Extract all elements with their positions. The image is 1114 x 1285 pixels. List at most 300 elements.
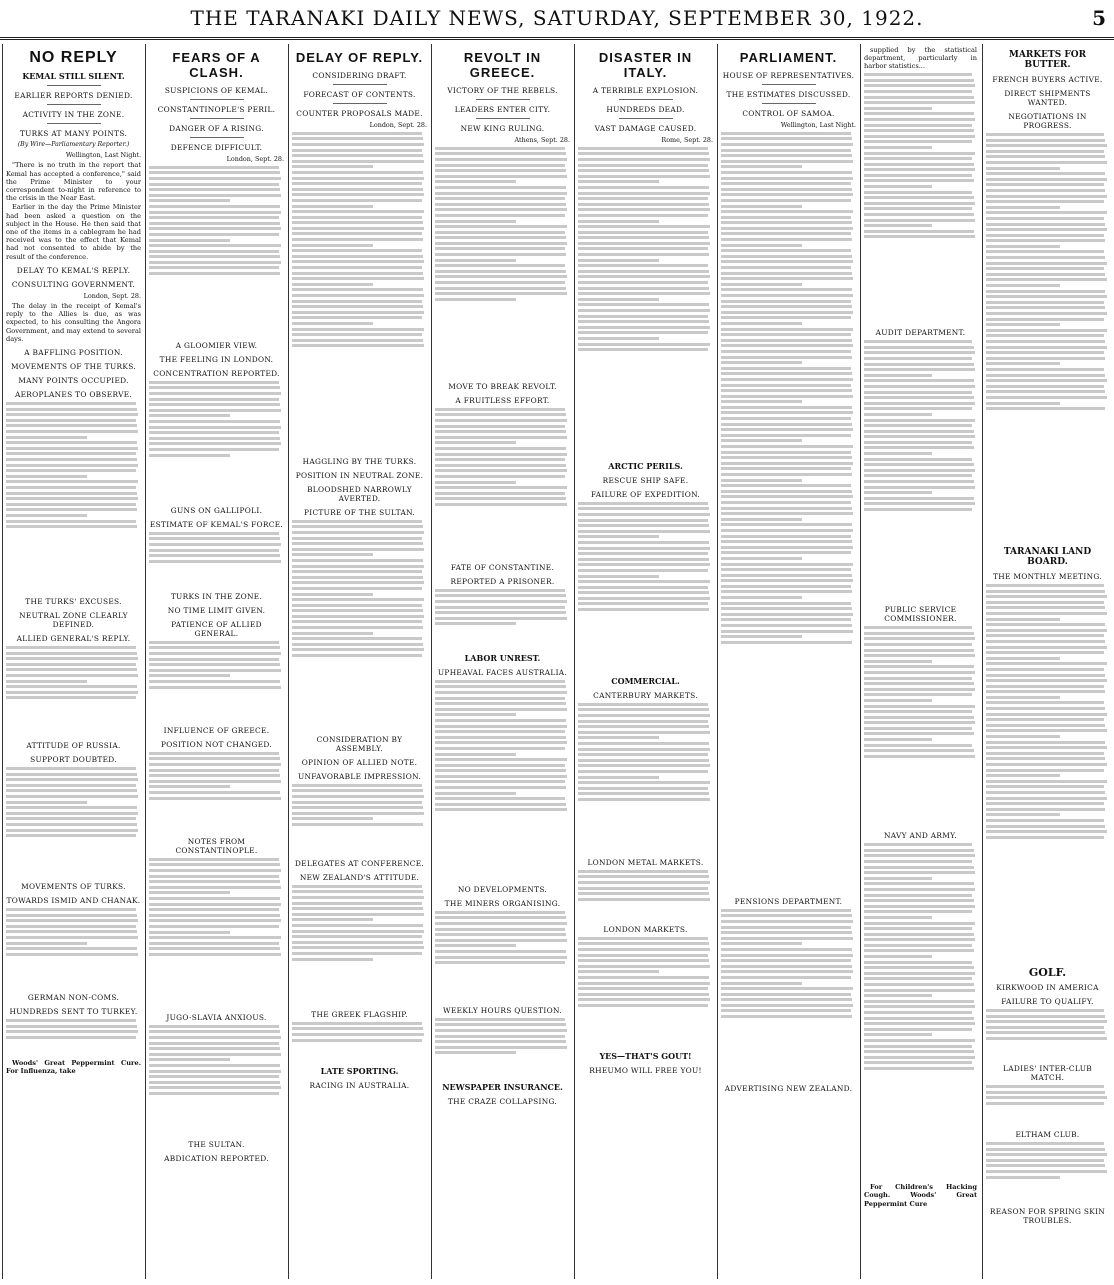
text-line [578, 180, 659, 183]
text-line [149, 1030, 280, 1033]
text-line [149, 669, 281, 672]
text-line [864, 649, 974, 652]
text-line [149, 420, 280, 423]
text-line [578, 898, 710, 901]
text-line [721, 607, 852, 610]
text-line [292, 890, 423, 893]
text-line [578, 575, 659, 578]
text-line [721, 490, 852, 493]
text-line [864, 124, 972, 127]
text-line [6, 674, 138, 677]
text-line [6, 1030, 138, 1033]
text-line [986, 262, 1107, 265]
divider [190, 99, 244, 100]
text-line [149, 426, 281, 429]
text-line [149, 1058, 230, 1061]
body-text [864, 73, 977, 323]
column-2 [145, 44, 287, 1279]
text-line [578, 759, 709, 762]
text-line [864, 463, 974, 466]
text-line [435, 928, 565, 931]
text-line [986, 340, 1105, 343]
text-line [578, 870, 708, 873]
text-line [435, 911, 565, 914]
text-line [864, 660, 932, 663]
text-line [721, 137, 852, 140]
text-line [721, 920, 853, 923]
text-line [986, 752, 1104, 755]
subheadline: FORECAST OF CONTENTS. [303, 90, 416, 99]
section-heading: AUDIT DEPARTMENT. [875, 328, 966, 338]
text-line [721, 221, 852, 224]
text-line [578, 502, 708, 505]
text-line [578, 225, 710, 228]
text-line [292, 328, 424, 331]
text-line [292, 277, 424, 280]
text-line [578, 892, 709, 895]
text-line [435, 458, 565, 461]
text-line [721, 563, 853, 566]
text-line [578, 937, 708, 940]
text-line [578, 519, 708, 522]
text-line [292, 244, 373, 247]
text-line [864, 688, 975, 691]
text-line [578, 703, 708, 706]
text-line [864, 994, 932, 997]
divider [762, 103, 816, 104]
text-line [149, 919, 281, 922]
section-heading: ALLIED GENERAL'S REPLY. [16, 634, 131, 644]
text-line [6, 914, 137, 917]
body-text [435, 680, 570, 880]
text-line [6, 663, 136, 666]
text-line [864, 107, 932, 110]
text-line [149, 791, 280, 794]
section-heading: TURKS IN THE ZONE. [170, 591, 263, 601]
text-line [292, 958, 373, 961]
section-heading: KIRKWOOD IN AMERICA [996, 983, 1099, 992]
text-line [721, 143, 853, 146]
text-line [149, 1086, 281, 1089]
text-line [435, 292, 567, 295]
body-text [149, 166, 284, 336]
text-line [292, 935, 422, 938]
article-paragraph: "There is no truth in the report that Kemal has accepted a conference," said the Prime Minister to your correspondent to-night in reference to the crisis in the Near East. [6, 161, 141, 203]
text-line [721, 439, 802, 442]
text-line [864, 480, 974, 483]
text-line [292, 924, 423, 927]
text-line [986, 239, 1105, 242]
text-line [6, 806, 137, 809]
section-heading: FAILURE OF EXPEDITION. [590, 489, 701, 499]
text-line [721, 188, 852, 191]
text-line [578, 776, 659, 779]
text-line [149, 1092, 279, 1095]
text-line [721, 434, 851, 437]
text-line [149, 785, 230, 788]
text-line [435, 453, 567, 456]
text-line [292, 542, 423, 545]
text-line [578, 343, 710, 346]
text-line [864, 146, 932, 149]
text-line [292, 913, 424, 916]
text-line [292, 817, 373, 820]
section-heading: DELEGATES AT CONFERENCE. [294, 858, 425, 868]
text-line [986, 830, 1107, 833]
text-line [721, 568, 851, 571]
text-line [986, 785, 1104, 788]
text-line [435, 486, 567, 489]
text-line [864, 224, 932, 227]
text-line [292, 587, 422, 590]
text-line [721, 993, 851, 996]
text-line [6, 486, 136, 489]
text-line [435, 617, 567, 620]
body-text [986, 584, 1109, 964]
text-line [435, 780, 565, 783]
headline: NO REPLY [29, 49, 118, 66]
text-line [435, 725, 567, 728]
text-line [578, 231, 708, 234]
text-line [986, 1096, 1107, 1099]
text-line [986, 150, 1104, 153]
text-line [435, 236, 566, 239]
article-paragraph: supplied by the statistical department, particularly in harbor statistics... [864, 46, 977, 71]
text-line [864, 351, 975, 354]
text-line [721, 931, 852, 934]
body-text [578, 147, 713, 457]
dateline: London, Sept. 28. [369, 121, 427, 129]
text-line [435, 594, 566, 597]
text-line [986, 301, 1104, 304]
body-text [292, 885, 427, 1005]
text-line [721, 389, 852, 392]
text-line [986, 223, 1105, 226]
text-line [864, 738, 932, 741]
text-line [864, 385, 975, 388]
subheadline: DEFENCE DIFFICULT. [170, 143, 263, 152]
text-line [864, 727, 972, 730]
text-line [721, 300, 851, 303]
text-line [292, 812, 424, 815]
body-text [292, 784, 427, 854]
advertisement: For Children's Hacking Cough. Woods' Great Peppermint Cure [864, 1183, 977, 1208]
text-line [986, 1026, 1104, 1029]
subheadline: DANGER OF A RISING. [169, 124, 264, 133]
text-line [6, 789, 137, 792]
text-line [435, 797, 565, 800]
text-line [6, 408, 137, 411]
text-line [578, 292, 710, 295]
subheadline: EARLIER REPORTS DENIED. [14, 91, 133, 100]
body-text [6, 1019, 141, 1059]
text-line [864, 446, 974, 449]
text-line [986, 295, 1107, 298]
text-line [149, 549, 279, 552]
text-line [6, 492, 137, 495]
text-line [149, 942, 279, 945]
text-line [986, 825, 1105, 828]
section-heading: CONSULTING GOVERNMENT. [11, 279, 136, 289]
text-line [721, 344, 853, 347]
divider [762, 84, 816, 85]
text-line [864, 1056, 975, 1059]
masthead [0, 0, 1114, 40]
text-line [721, 384, 851, 387]
body-text [578, 870, 713, 920]
text-line [6, 767, 136, 770]
text-line [864, 854, 975, 857]
text-line [986, 657, 1060, 660]
text-line [864, 357, 972, 360]
text-line [578, 965, 710, 968]
text-line [578, 976, 709, 979]
text-line [292, 188, 423, 191]
text-line [721, 395, 853, 398]
text-line [721, 462, 853, 465]
text-line [578, 725, 709, 728]
text-line [435, 622, 516, 625]
text-line [986, 133, 1104, 136]
text-line [578, 959, 709, 962]
text-line [435, 419, 567, 422]
text-line [986, 318, 1104, 321]
text-line [721, 467, 851, 470]
text-line [149, 897, 280, 900]
text-line [149, 398, 279, 401]
text-line [149, 1070, 281, 1073]
text-line [578, 208, 710, 211]
column-6 [717, 44, 859, 1279]
text-line [721, 585, 851, 588]
section-heading: GOLF. [1028, 966, 1067, 979]
body-text [149, 532, 284, 587]
text-line [864, 927, 972, 930]
section-heading: ADVERTISING NEW ZEALAND. [724, 1083, 853, 1093]
text-line [6, 452, 136, 455]
text-line [986, 623, 1105, 626]
text-line [149, 222, 280, 225]
text-line [149, 1075, 279, 1078]
dateline: Wellington, Last Night. [65, 151, 141, 160]
divider [619, 118, 673, 119]
text-line [721, 942, 802, 945]
text-line [864, 396, 974, 399]
text-line [986, 674, 1105, 677]
text-line [721, 238, 852, 241]
text-line [721, 417, 851, 420]
text-line [864, 983, 974, 986]
text-line [986, 379, 1107, 382]
body-text [6, 646, 141, 736]
text-line [986, 189, 1105, 192]
text-line [986, 651, 1104, 654]
headline: FEARS OF A CLASH. [172, 50, 261, 80]
text-line [292, 177, 424, 180]
text-line [149, 272, 280, 275]
body-text [435, 1018, 570, 1078]
text-line [578, 203, 709, 206]
text-line [864, 1033, 932, 1036]
text-line [986, 836, 1104, 839]
text-line [435, 259, 516, 262]
section-heading: A GLOOMIER VIEW. [175, 340, 258, 350]
text-line [721, 529, 853, 532]
text-line [292, 525, 423, 528]
text-line [986, 819, 1104, 822]
text-line [721, 914, 852, 917]
text-line [6, 514, 87, 517]
text-line [6, 419, 136, 422]
text-line [6, 795, 138, 798]
text-line [864, 1061, 972, 1064]
text-line [578, 507, 709, 510]
text-line [864, 882, 974, 885]
text-line [864, 877, 932, 880]
column-7 [860, 44, 980, 1279]
text-line [721, 227, 853, 230]
text-line [721, 199, 851, 202]
subheadline: SUSPICIONS OF KEMAL. [164, 86, 269, 95]
text-line [864, 989, 975, 992]
text-line [292, 784, 422, 787]
text-line [435, 589, 565, 592]
byline: (By Wire—Parliamentary Reporter.) [17, 141, 130, 148]
text-line [6, 447, 138, 450]
text-line [864, 430, 974, 433]
body-text [986, 133, 1109, 543]
text-line [986, 595, 1107, 598]
text-line [149, 392, 281, 395]
text-line [864, 721, 975, 724]
subheadline: CONTROL OF SAMOA. [742, 109, 835, 118]
text-line [986, 685, 1104, 688]
text-line [864, 643, 972, 646]
text-line [578, 535, 659, 538]
text-line [721, 501, 851, 504]
text-line [149, 869, 281, 872]
text-line [6, 497, 138, 500]
text-line [578, 164, 708, 167]
text-line [864, 374, 932, 377]
text-line [578, 547, 710, 550]
text-line [864, 474, 972, 477]
text-line [986, 407, 1105, 410]
text-line [578, 563, 710, 566]
text-line [864, 118, 975, 121]
text-line [292, 548, 424, 551]
text-line [292, 210, 424, 213]
text-line [721, 205, 802, 208]
subheadline: ACTIVITY IN THE ZONE. [22, 110, 125, 119]
text-line [292, 316, 422, 319]
text-line [721, 428, 853, 431]
text-line [292, 626, 423, 629]
text-line [864, 977, 972, 980]
text-line [721, 909, 851, 912]
text-line [864, 749, 974, 752]
text-line [578, 331, 708, 334]
text-line [986, 1009, 1104, 1012]
text-line [292, 1033, 424, 1036]
text-line [292, 918, 373, 921]
section-heading: GERMAN NON-COMS. [27, 993, 120, 1003]
text-line [986, 618, 1060, 621]
text-line [986, 139, 1105, 142]
article-paragraph: Earlier in the day the Prime Minister had been asked a question on the subject in the House. He then said that one of the items in a cablegram he had received was to the effect that Kemal had not consented to abide by the result of the conference. [6, 203, 141, 261]
text-line [578, 597, 710, 600]
text-line [435, 736, 566, 739]
text-line [435, 944, 516, 947]
body-text [986, 1085, 1109, 1125]
text-line [435, 719, 566, 722]
body-text [149, 1025, 284, 1135]
text-line [292, 907, 423, 910]
body-text [721, 132, 856, 892]
text-line [578, 281, 708, 284]
text-line [149, 381, 279, 384]
text-line [578, 586, 708, 589]
section-heading: A FRUITLESS EFFORT. [455, 395, 550, 405]
text-line [986, 701, 1104, 704]
text-line [578, 320, 709, 323]
text-line [149, 680, 280, 683]
text-line [435, 685, 566, 688]
text-line [435, 214, 565, 217]
text-line [986, 178, 1107, 181]
text-line [149, 891, 230, 894]
subheadline: HUNDREDS DEAD. [606, 105, 685, 114]
text-line [864, 402, 975, 405]
text-line [435, 916, 566, 919]
text-line [721, 596, 802, 599]
section-heading: ABDICATION REPORTED. [164, 1153, 269, 1163]
text-line [986, 713, 1107, 716]
text-line [149, 914, 280, 917]
text-line [864, 379, 974, 382]
text-line [864, 693, 972, 696]
text-line [292, 205, 373, 208]
text-line [578, 708, 709, 711]
text-line [6, 936, 138, 939]
section-heading: LABOR UNREST. [464, 652, 541, 663]
section-heading: MANY POINTS OCCUPIED. [18, 376, 129, 386]
text-line [149, 386, 280, 389]
section-heading: CONSIDERATION BY ASSEMBLY. [316, 734, 403, 753]
text-line [721, 350, 851, 353]
text-line [435, 287, 566, 290]
text-line [864, 1067, 974, 1070]
text-line [986, 1170, 1107, 1173]
section-heading: NEUTRAL ZONE CLEARLY DEFINED. [19, 611, 128, 630]
headline: PARLIAMENT. [739, 50, 838, 65]
text-line [864, 860, 972, 863]
text-line [986, 741, 1105, 744]
text-line [986, 290, 1105, 293]
body-text [578, 937, 713, 1047]
text-line [986, 396, 1107, 399]
text-line [864, 899, 974, 902]
text-line [578, 798, 710, 801]
text-line [578, 742, 709, 745]
subheadline: VICTORY OF THE REBELS. [447, 86, 558, 95]
text-line [864, 135, 975, 138]
text-line [292, 160, 424, 163]
section-heading: SUPPORT DOUBTED. [30, 755, 117, 765]
text-line [435, 436, 567, 439]
body-text [435, 911, 570, 1001]
text-line [721, 154, 852, 157]
